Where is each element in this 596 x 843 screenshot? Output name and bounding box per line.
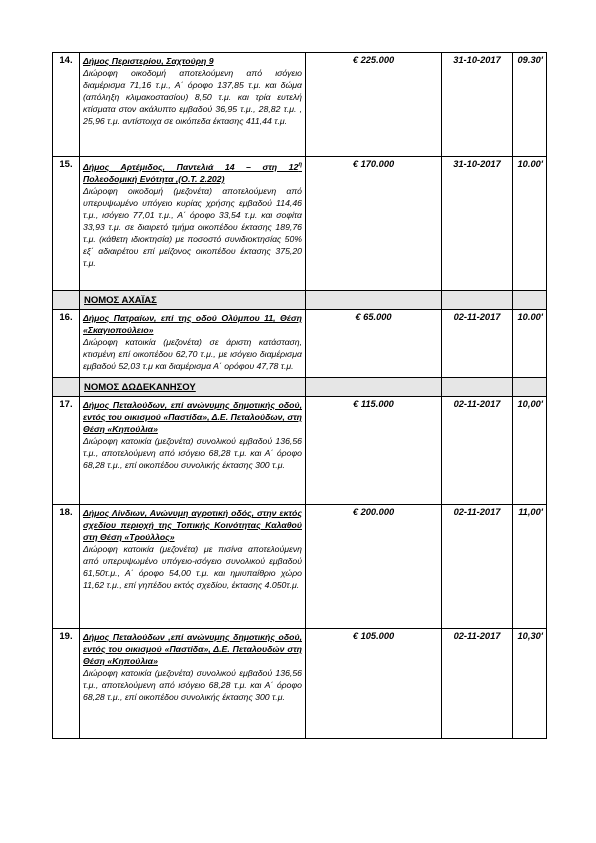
property-description (80, 397, 306, 505)
property-description (80, 505, 306, 629)
auction-time: 10,00' (513, 397, 547, 505)
property-description (80, 310, 306, 378)
table-row (53, 629, 547, 739)
region-name: ΝΟΜΟΣ ΔΩΔΕΚΑΝΗΣΟΥ (80, 378, 306, 397)
region-row (53, 291, 547, 310)
table-row (53, 157, 547, 291)
table-row (53, 53, 547, 157)
auction-time: 10.00' (513, 310, 547, 378)
property-title: Δήμος Αρτέμιδος, Παντελιά 14 – στη $12^\eta$ Πολεοδομική Ενότητα ,(Ο.Τ. 2.202) (83, 161, 302, 184)
auction-date: 31-10-2017 (442, 157, 513, 291)
starting-price: € 225.000 (306, 53, 442, 157)
table-row (53, 310, 547, 378)
starting-price: € 115.000 (306, 397, 442, 505)
auction-date: 31-10-2017 (442, 53, 513, 157)
property-title: Δήμος Πεταλούδων ,επί ανώνυμης δημοτικής οδού, εντός του οικισμού «Παστίδα», Δ.Ε. Πεταλουδών στη Θέση «Κηπούλια» (83, 632, 302, 666)
property-title: Δήμος Περιστερίου, Σαχτούρη 9 (83, 56, 214, 66)
table-row (53, 397, 547, 505)
property-title: Δήμος Πεταλούδων, επί ανώνυμης δημοτικής οδού, εντός του οικισμού «Παστίδα», Δ.Ε. Πεταλούδων, στη Θέση «Κηπούλια» (83, 400, 302, 434)
auction-date: 02-11-2017 (442, 629, 513, 739)
property-description (80, 157, 306, 291)
starting-price: € 200.000 (306, 505, 442, 629)
auction-time: 11,00' (513, 505, 547, 629)
auction-date: 02-11-2017 (442, 310, 513, 378)
property-description (80, 53, 306, 157)
property-details: Διώροφη κατοικία (μεζονέτα) σε άριστη κατάσταση, κτισμένη επί οικοπέδου 62,70 τ.μ., με ισόγειο διαμέρισμα εμβαδού 52,03 τ.μ και διαμέρισμα Α΄ ορόφου 47,78 τ.μ. (83, 337, 302, 371)
region-row (53, 378, 547, 397)
auction-date: 02-11-2017 (442, 505, 513, 629)
starting-price: € 105.000 (306, 629, 442, 739)
item-number: 18. (53, 505, 80, 629)
region-name: ΝΟΜΟΣ ΑΧΑΪΑΣ (80, 291, 306, 310)
item-number: 19. (53, 629, 80, 739)
property-details: Διώροφη κατοικία (μεζονέτα) συνολικού εμβαδού 136,56 τ.μ., αποτελούμενη από ισόγειο 68,28 τ.μ. και Α΄ όροφο 68,28 τ.μ., επί οικοπέδου συνολικής έκτασης 300 τ.μ. (83, 668, 302, 702)
table-row (53, 505, 547, 629)
property-details: Διώροφη κατοικία (μεζονέτα) συνολικού εμβαδού 136,56 τ.μ., αποτελούμενη από ισόγειο 68,28 τ.μ. και Α΄ όροφο 68,28 τ.μ., επί οικοπέδου συνολικής έκτασης 300 τ.μ. (83, 436, 302, 470)
item-number: 14. (53, 53, 80, 157)
property-details: Διώροφη κατοικία (μεζονέτα) με πισίνα αποτελούμενη από υπερυψωμένο υπόγειο-ισόγειο συνολικού εμβαδού 61,50τ.μ., Α΄ όροφο 54,00 τ.μ. και ημιυπαίθριο χώρο 11,62 τ.μ., επί γηπέδου εκτός σχεδίου, έκτασης 4.050τ.μ. (83, 544, 302, 590)
item-number: 17. (53, 397, 80, 505)
item-number: 15. (53, 157, 80, 291)
property-details: Διώροφη οικοδομή (μεζονέτα) αποτελούμενη από υπερυψωμένο υπόγειο κυρίας χρήσης εμβαδού 114,46 τ.μ., ισόγειο 77,01 τ.μ., Α΄ όροφο 33,54 τ.μ. και σοφίτα 33,93 τ.μ. σε διαιρετό τμήμα οικοπέδου έκτασης 189,76 τ.μ. (κάθετη ιδιοκτησία) με ποσοστό συνιδιοκτησίας 50% εξ΄ αδιαιρέτου επί μείζονος οικοπέδου έκτασης 375,20 τ.μ. (83, 185, 302, 268)
property-description (80, 629, 306, 739)
property-title: Δήμος Λίνδιων, Ανώνυμη αγροτική οδός, στην εκτός σχεδίου περιοχή της Τοπικής Κοινότητας Καλαθού στη Θέση «Τρούλλος» (83, 508, 302, 542)
property-title: Δήμος Πατραίων, επί της οδού Ολύμπου 11, Θέση «Σκαγιοπούλειο» (83, 313, 302, 335)
auction-time: 09.30' (513, 53, 547, 157)
auction-table (52, 52, 547, 739)
auction-date: 02-11-2017 (442, 397, 513, 505)
starting-price: € 170.000 (306, 157, 442, 291)
property-details: Διώροφη οικοδομή αποτελούμενη από ισόγειο διαμέρισμα 71,16 τ.μ., Α΄ όροφο 137,85 τ.μ. και δώμα (απόληξη κλιμακοστασίου) 8,50 τ.μ. και τρία ευτελή κτίσματα στον ακάλυπτο εμβαδού 36,95 τ.μ., 28,82 τ.μ. , 25,96 τ.μ. αντίστοιχα σε οικόπεδα έκτασης 411,44 τ.μ. (83, 68, 302, 126)
auction-time: 10,30' (513, 629, 547, 739)
starting-price: € 65.000 (306, 310, 442, 378)
item-number: 16. (53, 310, 80, 378)
auction-time: 10.00' (513, 157, 547, 291)
